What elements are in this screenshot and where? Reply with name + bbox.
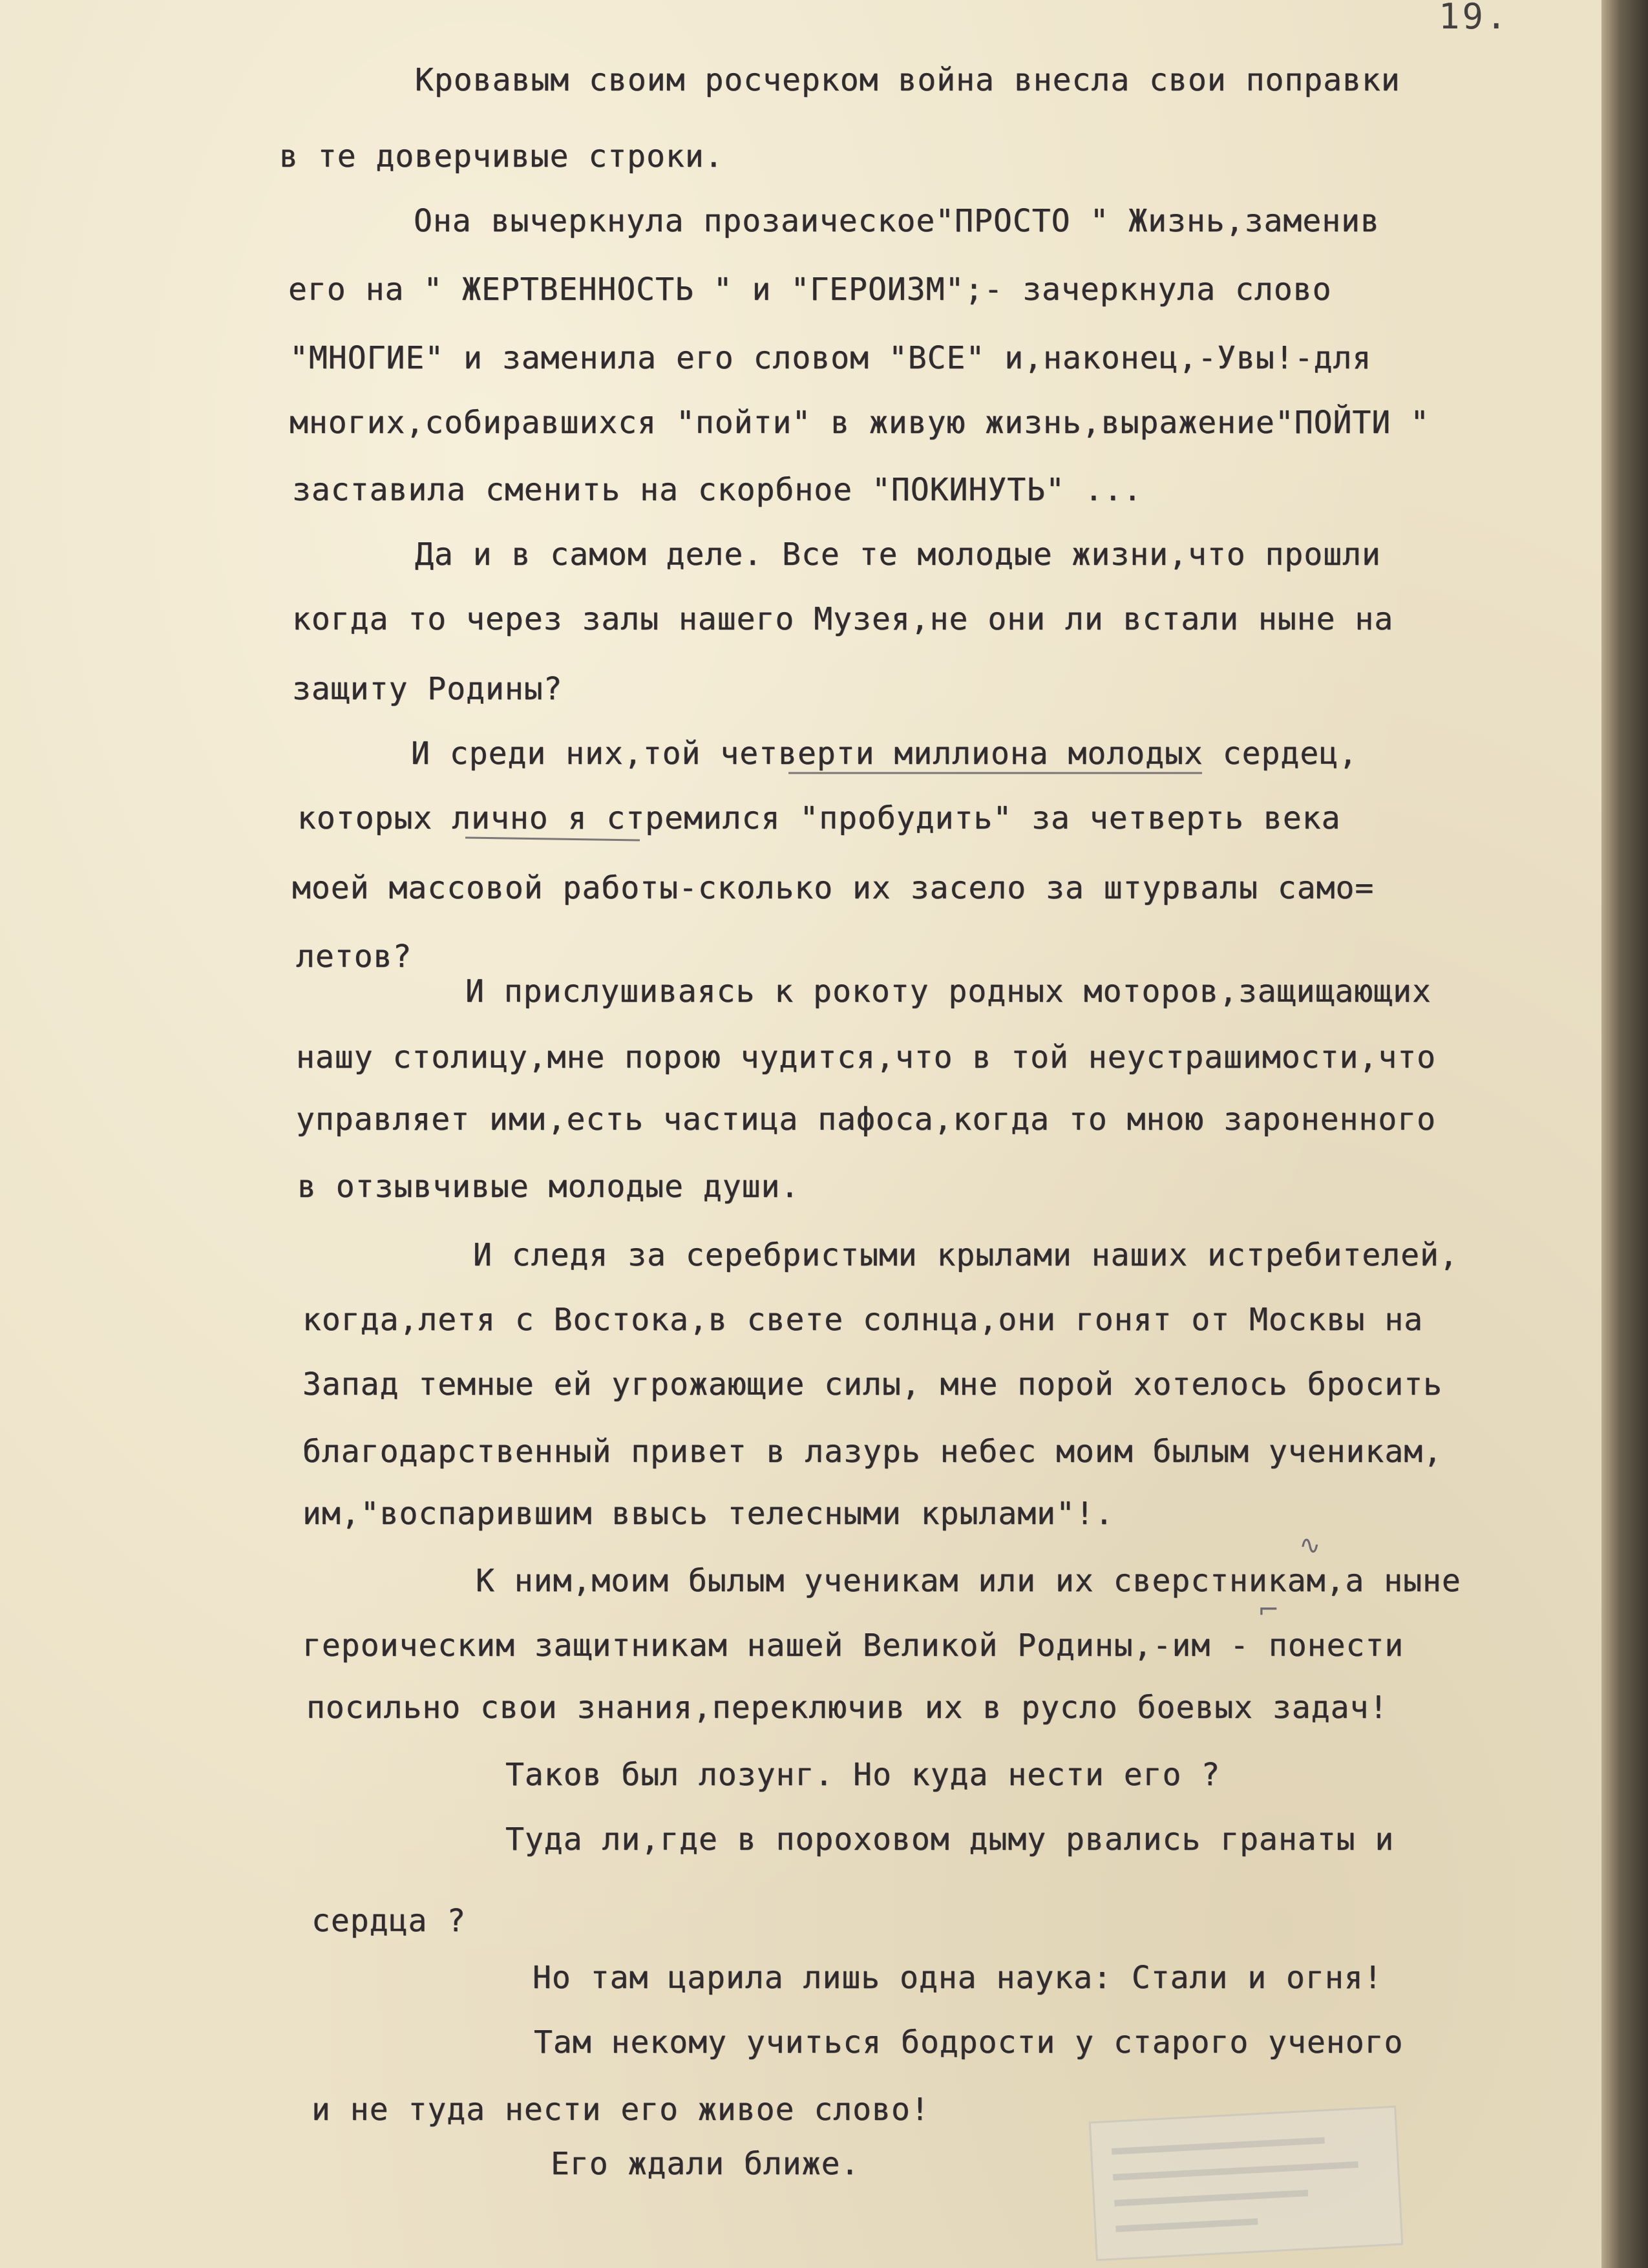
text-line: Она вычеркнула прозаическое"ПРОСТО " Жизнь,заменив — [414, 203, 1380, 239]
text-line: которых лично я стремился "пробудить" за четверть века — [297, 800, 1341, 836]
text-line: заставила сменить на скорбное "ПОКИНУТЬ" ... — [292, 472, 1143, 508]
text-line: многих,собиравшихся "пойти" в живую жизнь,выражение"ПОЙТИ " — [290, 405, 1430, 441]
page-number: 19. — [1439, 0, 1510, 37]
text-line: Да и в самом деле. Все те молодые жизни,что прошли — [415, 536, 1381, 573]
handwritten-correction: ⌐ — [1258, 1595, 1280, 1625]
text-line: моей массовой работы-сколько их засело за штурвалы само= — [292, 870, 1375, 906]
text-line: "МНОГИЕ" и заменила его словом "ВСЕ" и,наконец,-Увы!-для — [290, 340, 1372, 376]
text-line: героическим защитникам нашей Великой Родины,-им - понести — [302, 1627, 1404, 1664]
text-line: Кровавым своим росчерком война внесла свои поправки — [415, 62, 1400, 98]
text-line: в те доверчивые строки. — [279, 138, 724, 175]
text-line: благодарственный привет в лазурь небес моим былым ученикам, — [302, 1434, 1443, 1470]
text-line: Туда ли,где в пороховом дыму рвались гранаты и — [505, 1821, 1395, 1858]
text-line: когда то через залы нашего Музея,не они ли встали ныне на — [292, 601, 1394, 637]
text-line: Но там царила лишь одна наука: Стали и огня! — [533, 1960, 1383, 1996]
text-line: Запад темные ей угрожающие силы, мне порой хотелось бросить — [302, 1366, 1443, 1403]
text-line: И прислушиваясь к рокоту родных моторов,защищающих — [465, 973, 1431, 1010]
text-line: летов? — [296, 938, 412, 975]
page-edge — [1601, 0, 1648, 2268]
text-line: И следя за серебристыми крылами наших истребителей, — [473, 1237, 1459, 1273]
text-line: им,"воспарившим ввысь телесными крылами"!. — [302, 1496, 1114, 1532]
text-line: управляет ими,есть частица пафоса,когда то мною зароненного — [296, 1101, 1437, 1138]
text-line: посильно свои знания,переключив их в русло боевых задач! — [306, 1690, 1389, 1726]
text-line: защиту Родины? — [292, 671, 563, 707]
handwritten-correction: ∿ — [1299, 1531, 1321, 1560]
text-line: И среди них,той четверти миллиона молодых сердец, — [411, 736, 1358, 772]
text-line: его на " ЖЕРТВЕННОСТЬ " и "ГЕРОИЗМ";- зачеркнула слово — [288, 271, 1332, 308]
text-line: Его ждали ближе. — [551, 2146, 860, 2182]
text-line: Таков был лозунг. Но куда нести его ? — [505, 1757, 1221, 1793]
text-line: и не туда нести его живое слово! — [312, 2092, 930, 2128]
text-line: нашу столицу,мне порою чудится,что в той неустрашимости,что — [296, 1039, 1437, 1076]
text-line: К ним,моим былым ученикам или их сверстникам,а ныне — [476, 1563, 1461, 1599]
archive-stamp — [1089, 2106, 1404, 2262]
text-line: когда,летя с Востока,в свете солнца,они гонят от Москвы на — [302, 1302, 1424, 1338]
text-line: Там некому учиться бодрости у старого ученого — [534, 2024, 1404, 2061]
text-line: сердца ? — [312, 1903, 467, 1939]
text-line: в отзывчивые молодые души. — [297, 1169, 800, 1205]
